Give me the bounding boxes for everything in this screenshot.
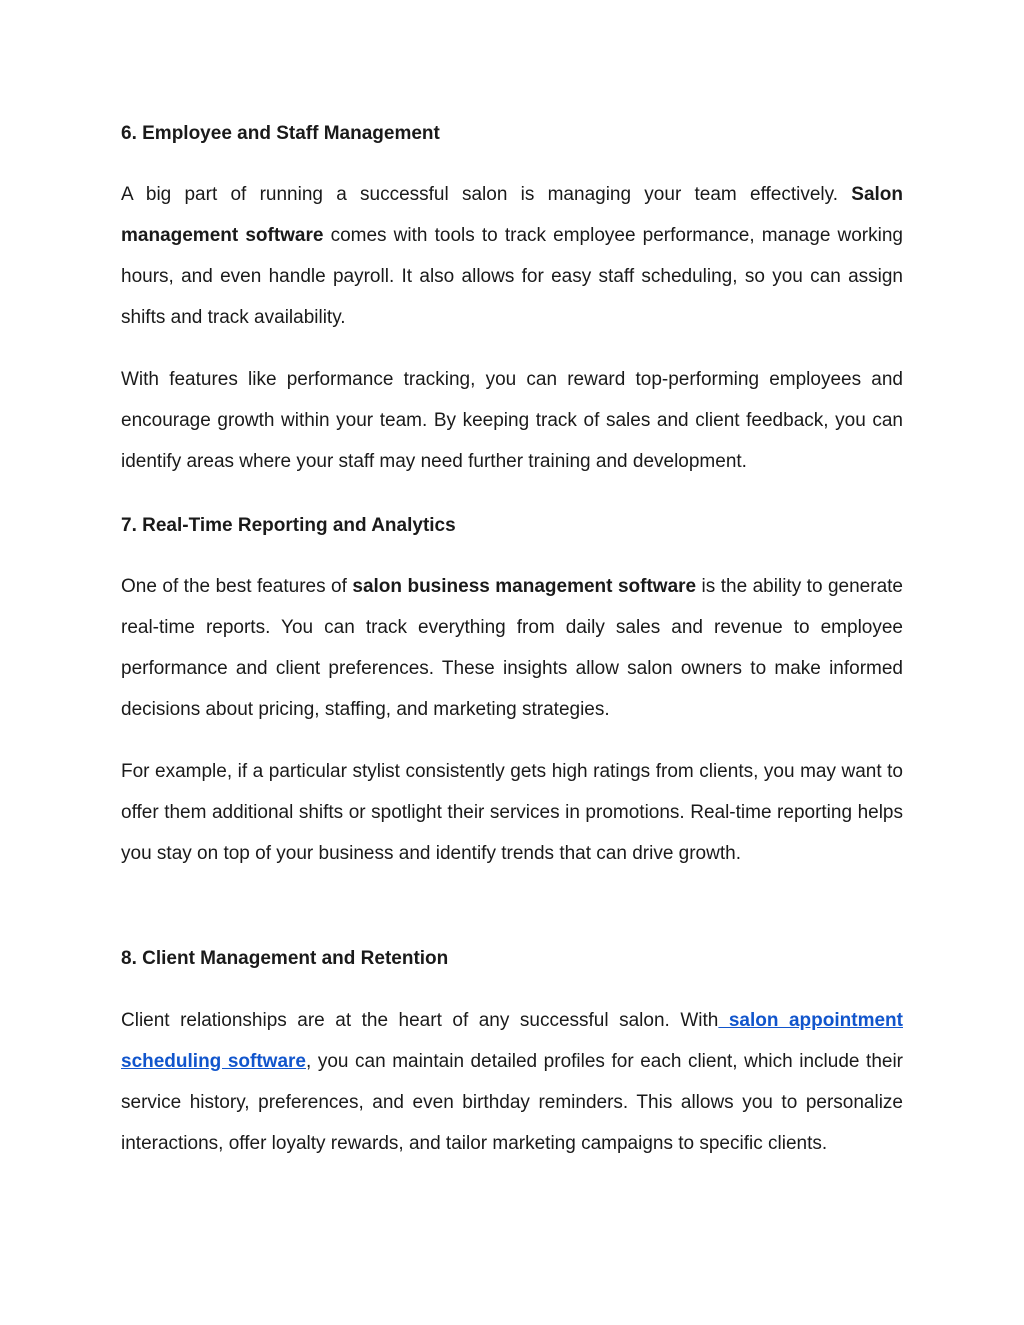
- paragraph-client-relationships: [121, 1000, 903, 1164]
- paragraph-text: is the ability to generate real-time reports. You can track everything from daily sales and revenue to employee performance and client preferences. These insights allow salon owners to make informed decisions about pricing, staffing, and marketing strategies.: [121, 576, 903, 720]
- paragraph-reporting-intro: [121, 566, 903, 730]
- paragraph-text: A big part of running a successful salon is managing your team effectively.: [121, 184, 852, 205]
- section-heading-employee-management: 6. Employee and Staff Management: [121, 123, 440, 144]
- section-heading-reporting-analytics: 7. Real-Time Reporting and Analytics: [121, 515, 456, 536]
- paragraph-text: Client relationships are at the heart of any successful salon. With: [121, 1010, 719, 1031]
- paragraph-text: , you can maintain detailed profiles for each client, which include their service history, preferences, and even birthday reminders. This allows you to personalize interactions, offer loyalty rewards, and tailor marketing campaigns to specific clients.: [121, 1051, 903, 1154]
- paragraph-text: comes with tools to track employee performance, manage working hours, and even handle payroll. It also allows for easy staff scheduling, so you can assign shifts and track availability.: [121, 225, 903, 328]
- bold-keyword: salon business management software: [352, 576, 697, 597]
- paragraph-staff-intro: [121, 174, 903, 338]
- paragraph-text: One of the best features of: [121, 576, 353, 597]
- bold-keyword: Salon management software: [121, 184, 903, 246]
- section-heading-client-management: 8. Client Management and Retention: [121, 948, 449, 969]
- salon-appointment-scheduling-software-link[interactable]: salon appointment scheduling software: [121, 1010, 903, 1072]
- paragraph-reporting-example: For example, if a particular stylist consistently gets high ratings from clients, you may want to offer them additional shifts or spotlight their services in promotions. Real-time reporting helps you stay on top of your business and identify trends that can drive growth.: [121, 761, 903, 864]
- paragraph-performance-tracking: With features like performance tracking, you can reward top-performing employees and encourage growth within your team. By keeping track of sales and client feedback, you can identify areas where your staff may need further training and development.: [121, 369, 903, 472]
